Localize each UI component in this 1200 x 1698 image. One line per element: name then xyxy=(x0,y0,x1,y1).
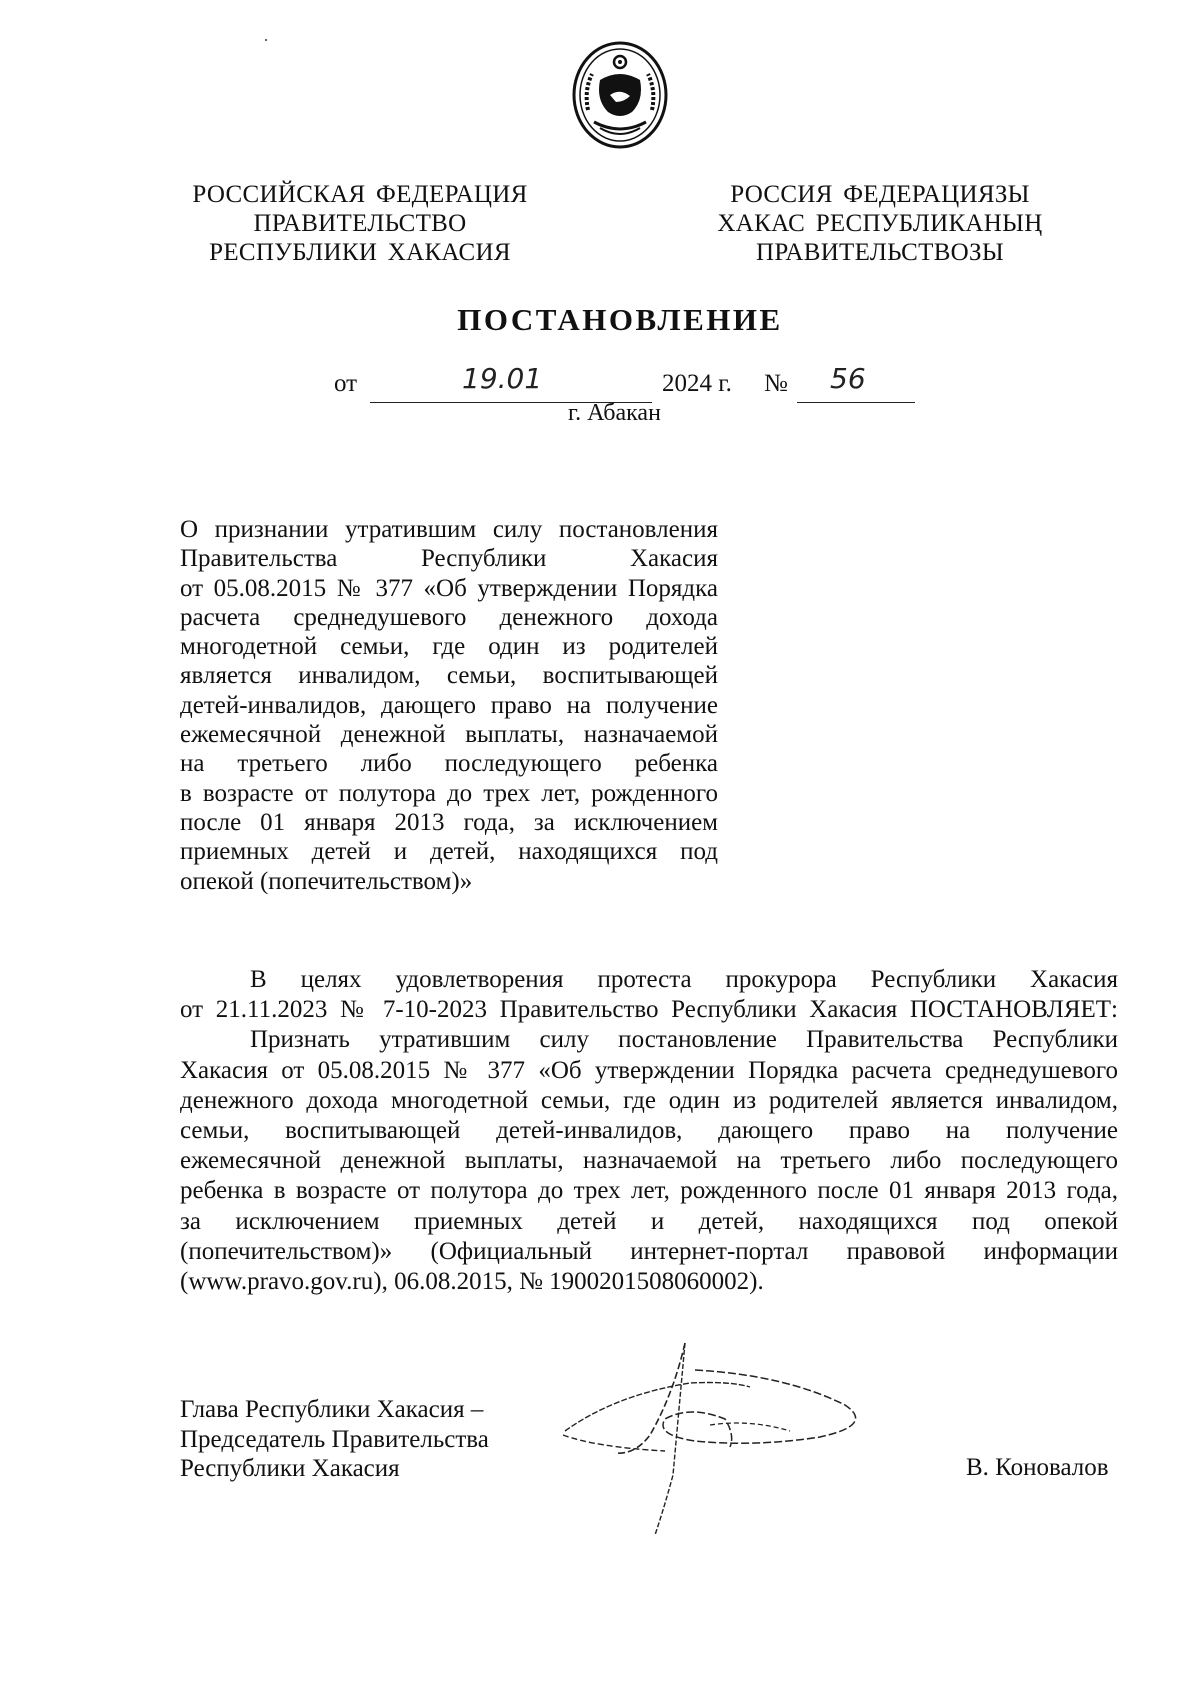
document-type-title: ПОСТАНОВЛЕНИЕ xyxy=(457,302,783,337)
body-block xyxy=(180,965,1118,1297)
header-left xyxy=(160,180,560,267)
subject-block xyxy=(180,515,718,896)
subject-line: расчета среднедушевого денежного дохода xyxy=(180,603,718,631)
header-left-line: ПРАВИТЕЛЬСТВО xyxy=(253,210,467,237)
body-line: за исключением приемных детей и детей, находящихся под опекой xyxy=(180,1207,1118,1235)
city-label: г. Абакан xyxy=(568,400,661,426)
body-line: (попечительством)» (Официальный интернет-портал правовой информации xyxy=(180,1237,1118,1265)
scan-speck xyxy=(265,39,267,41)
body-line: (www.pravo.gov.ru), 06.08.2015, № 1900201508060002). xyxy=(180,1267,764,1295)
subject-line: в возрасте от полутора до трех лет, рожденного xyxy=(180,779,718,807)
signatory-position-line: Председатель Правительства xyxy=(180,1425,489,1453)
body-line: семьи, воспитывающей детей-инвалидов, дающего право на получение xyxy=(180,1116,1118,1144)
subject-line: от 05.08.2015 № 377 «Об утверждении Порядка xyxy=(180,574,718,602)
subject-line: является инвалидом, семьи, воспитывающей xyxy=(180,662,718,690)
date-prefix: от xyxy=(334,370,358,397)
header-left-line: РЕСПУБЛИКИ ХАКАСИЯ xyxy=(209,239,511,266)
coat-of-arms-emblem xyxy=(570,40,670,150)
body-line: от 21.11.2023 № 7-10-2023 Правительство Республики Хакасия ПОСТАНОВЛЯЕТ: xyxy=(180,996,1118,1024)
subject-line: ежемесячной денежной выплаты, назначаемой xyxy=(180,721,718,749)
body-line: Хакасия от 05.08.2015 № 377 «Об утверждении Порядка расчета среднедушевого xyxy=(180,1056,1118,1084)
signatory-position xyxy=(180,1395,489,1484)
body-line: В целях удовлетворения протеста прокурора Республики Хакасия xyxy=(250,966,1118,993)
header-right-line: ХАКАС РЕСПУБЛИКАНЫҢ xyxy=(717,210,1043,237)
header-right-line: РОССИЯ ФЕДЕРАЦИЯЗЫ xyxy=(730,181,1030,208)
subject-line: опекой (попечительством)» xyxy=(180,867,473,895)
signatory-name: В. Коновалов xyxy=(966,1454,1109,1481)
subject-line: Правительства Республики Хакасия xyxy=(180,545,718,573)
subject-line: после 01 января 2013 года, за исключением xyxy=(180,808,718,836)
header-left-line: РОССИЙСКАЯ ФЕДЕРАЦИЯ xyxy=(192,181,528,208)
header-right xyxy=(680,180,1080,267)
body-line: ежемесячной денежной выплаты, назначаемой на третьего либо последующего xyxy=(180,1147,1118,1175)
date-handwritten: 19.01 xyxy=(462,362,543,395)
subject-line: многодетной семьи, где один из родителей xyxy=(180,633,718,661)
number-underline xyxy=(797,402,915,403)
year-suffix: 2024 г. xyxy=(662,370,732,397)
signatory-position-line: Глава Республики Хакасия – xyxy=(180,1396,484,1423)
number-sign: № xyxy=(764,370,788,397)
subject-line: О признании утратившим силу постановления xyxy=(180,516,718,543)
body-line: денежного дохода многодетной семьи, где один из родителей является инвалидом, xyxy=(180,1086,1118,1114)
subject-line: приемных детей и детей, находящихся под xyxy=(180,838,718,866)
handwritten-signature xyxy=(555,1335,885,1545)
subject-line: на третьего либо последующего ребенка xyxy=(180,750,718,778)
number-handwritten: 56 xyxy=(830,362,866,395)
subject-line: детей-инвалидов, дающего право на получение xyxy=(180,691,718,719)
body-line: Признать утратившим силу постановление Правительства Республики xyxy=(250,1026,1118,1054)
header-right-line: ПРАВИТЕЛЬСТВОЗЫ xyxy=(756,239,1004,266)
signatory-position-line: Республики Хакасия xyxy=(180,1455,400,1482)
body-line: ребенка в возрасте от полутора до трех лет, рожденного после 01 января 2013 года, xyxy=(180,1177,1118,1205)
